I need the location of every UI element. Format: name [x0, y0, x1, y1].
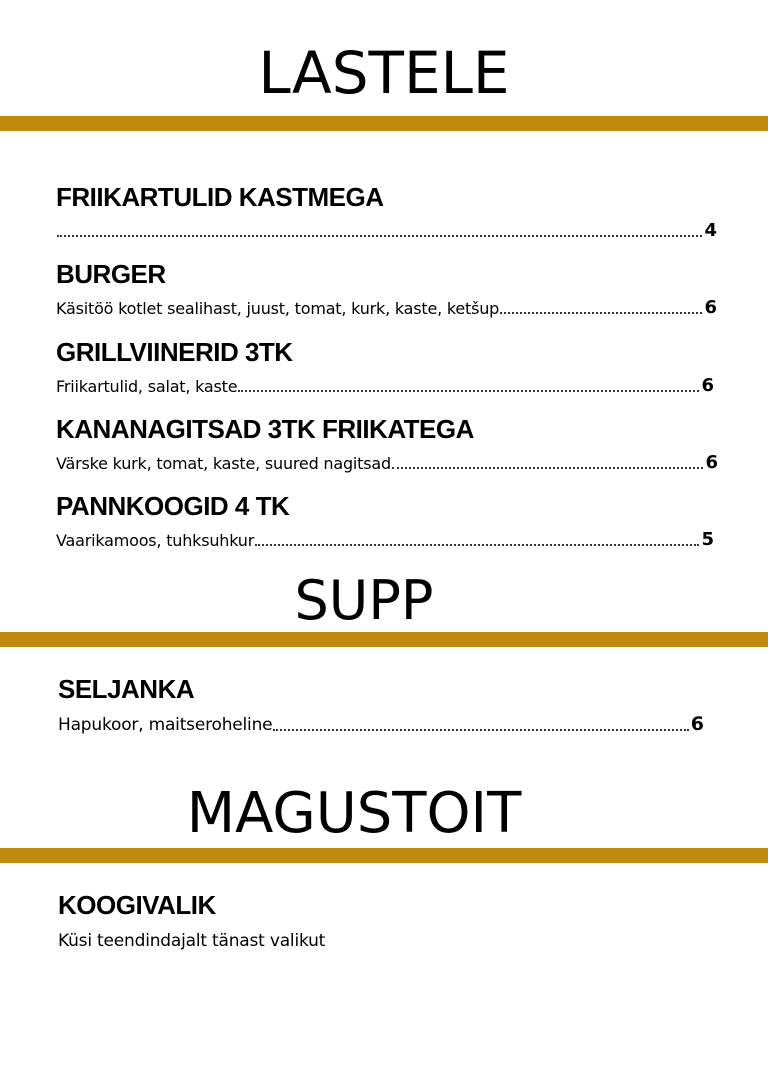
- item-price: 4: [704, 220, 717, 241]
- menu-item-friikartulid: [56, 184, 717, 240]
- dot-leader: [273, 728, 688, 731]
- dot-leader: [500, 311, 702, 314]
- menu-item-kananagitsad: [56, 416, 718, 472]
- item-description: Friikartulid, salat, kaste: [56, 377, 238, 396]
- item-description: Vaarikamoos, tuhksuhkur: [56, 531, 255, 550]
- item-name: PANNKOOGID 4 TK: [56, 491, 290, 521]
- section-divider-supp: [0, 632, 768, 647]
- item-name: FRIIKARTULID KASTMEGA: [56, 182, 384, 212]
- item-price: 6: [690, 713, 704, 735]
- item-line: [56, 218, 717, 240]
- menu-item-grillviinerid: [56, 339, 714, 395]
- dot-leader: [57, 234, 702, 237]
- section-divider-magustoit: [0, 848, 768, 863]
- item-line: [56, 373, 714, 395]
- item-line: [56, 450, 718, 472]
- item-name: SELJANKA: [58, 674, 195, 704]
- item-name: GRILLVIINERID 3TK: [56, 337, 293, 367]
- item-description: Küsi teendindajalt tänast valikut: [58, 931, 326, 951]
- section-title-magustoit: MAGUSTOIT: [186, 781, 522, 846]
- item-name: BURGER: [56, 259, 166, 289]
- item-line: [56, 527, 714, 549]
- item-line: [58, 928, 704, 950]
- dot-leader: [392, 466, 704, 469]
- section-title-lastele: LASTELE: [258, 39, 510, 107]
- item-description: Käsitöö kotlet sealihast, juust, tomat, kurk, kaste, ketšup: [56, 299, 500, 318]
- dot-leader: [238, 389, 699, 392]
- item-price: 6: [701, 375, 714, 396]
- menu-item-pannkoogid: [56, 493, 714, 549]
- item-price: 5: [701, 529, 714, 550]
- item-description: Värske kurk, tomat, kaste, suured nagitsad: [56, 454, 391, 473]
- item-name: KOOGIVALIK: [58, 890, 216, 920]
- menu-item-burger: [56, 261, 717, 317]
- section-title-supp: SUPP: [294, 569, 434, 632]
- item-line: [58, 712, 704, 734]
- item-name: KANANAGITSAD 3TK FRIIKATEGA: [56, 414, 474, 444]
- item-price: 6: [705, 452, 718, 473]
- item-price: 6: [704, 297, 717, 318]
- section-divider-lastele: [0, 116, 768, 131]
- menu-item-koogivalik: [58, 892, 704, 950]
- item-description: Hapukoor, maitseroheline: [58, 715, 273, 735]
- dot-leader: [255, 543, 699, 546]
- menu-item-seljanka: [58, 676, 704, 734]
- item-line: [56, 295, 717, 317]
